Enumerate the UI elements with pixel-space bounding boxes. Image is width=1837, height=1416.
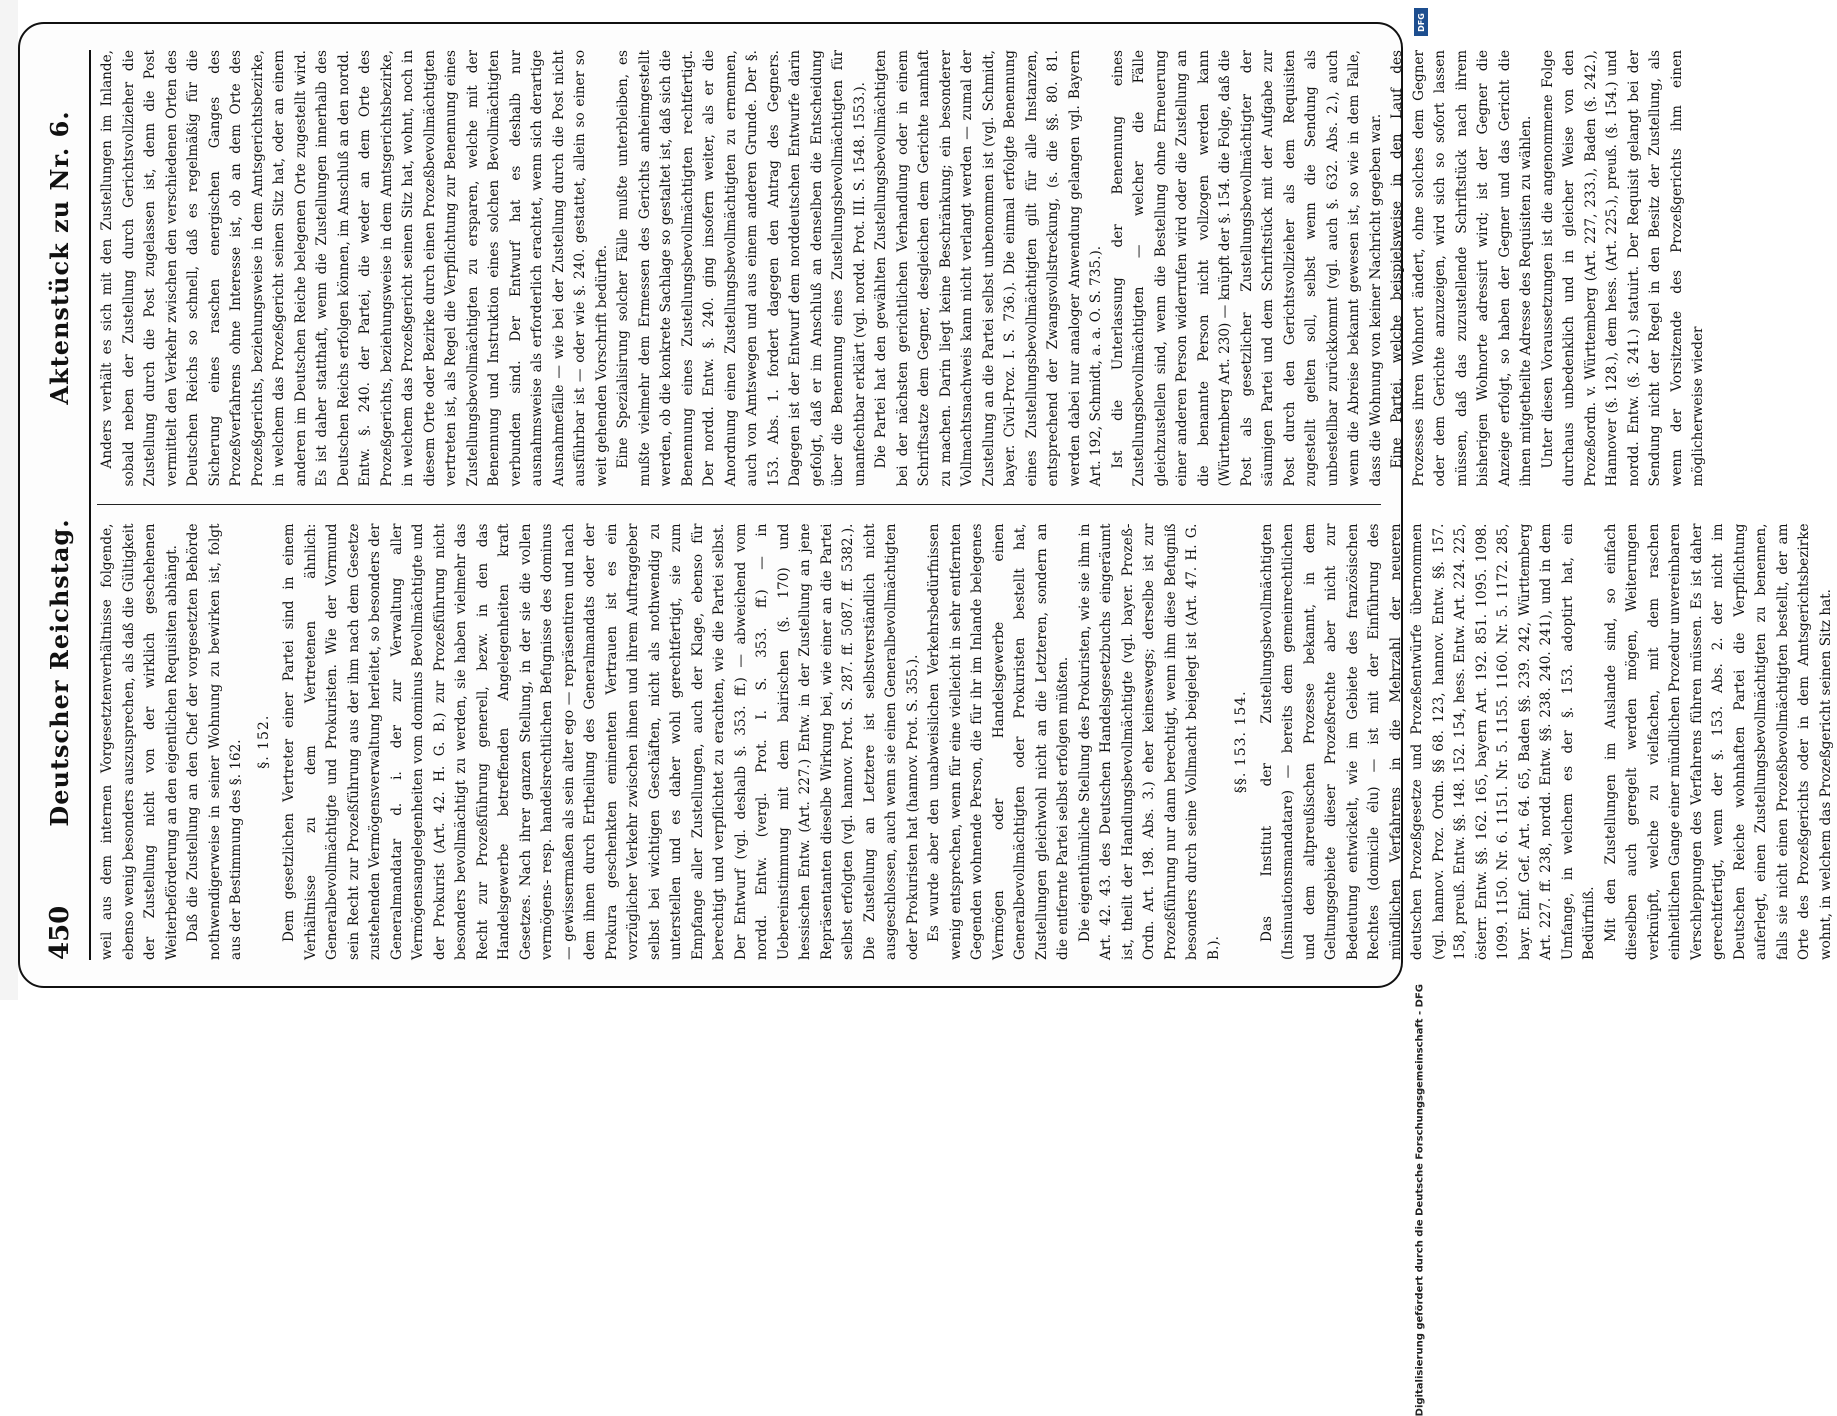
paragraph: Die Partei hat den gewählten Zustellungsbevollmächtigten bei der nächsten gerichtlichen Verhandlung oder in einem Schriftsatze dem Gegner, desgleichen dem Gerichte namhaft zu machen. Darin liegt keine Beschränkung; ein besonderer Vollmachtsnachweis kann nicht verlangt werden — zumal der Zustellung an die Partei selbst unbenommen ist (vgl. Schmidt, bayer. Civil-Proz. I. S. 736.). Die einmal erfolgte Benennung eines Zustellungsbevollmächtigten gilt für alle Instanzen, entsprechend der Zwangsvollstreckung, (s. die §§. 80. 81. werden dabei nur analoger Anwendung gelangen vgl. Bayern Art. 192, Schmidt, a. a. O. S. 735.). xyxy=(872,50,1104,487)
paragraph: Anders verhält es sich mit den Zustellungen im Inlande, sobald neben der Zustellung durch Gerichtsvollzieher die Zustellung durch die Post zugelassen ist, denn die Post vermittelt den Verkehr zwischen den verschiedenen Orten des Deutschen Reichs so schnell, daß es regelmäßig für die Sicherung eines raschen energischen Ganges des Prozeßverfahrens ohne Interesse ist, ob an dem Orte des Prozeßgerichts, beziehungsweise in dem Amtsgerichtsbezirke, in welchem das Prozeßgericht seinen Sitz hat, oder an einem anderen im Deutschen Reiche belegenen Orte zugestellt wird. Es ist daher statthaft, wenn die Zustellungen innerhalb des Deutschen Reichs erfolgen können, im Anschluß an den nordd. Entw. §. 240. der Partei, die weder an dem Orte des Prozeßgerichts, beziehungsweise in dem Amtsgerichtsbezirke, in welchem das Prozeßgericht seinen Sitz hat, wohnt, noch in diesem Orte oder Bezirke durch einen Prozeßbevollmächtigten vertreten ist, als Regel die Verpflichtung zur Benennung eines Zustellungsbevollmächtigten zu ersparen, welche mit der Benennung und Instruktion eines solchen Bevollmächtigten verbunden sind. Der Entwurf hat es deshalb nur ausnahmsweise als erforderlich erachtet, wenn sich derartige Ausnahmefälle — wie bei der Zustellung durch die Post nicht ausführbar ist — oder wie §. 240. gestattet, allein so einer so weit gehenden Vorschrift bedürfte. xyxy=(98,50,609,487)
dfg-logo-text: DFG xyxy=(1416,12,1426,32)
paragraph: Eine Partei, welche beispielsweise in den Lauf des Prozesses ihren Wohnort ändert, ohne solches dem Gegner oder dem Gerichte anzuzeigen, wird sich so sofort lassen müssen, daß das zuzustellende Schriftstück nach ihrem bisherigen Wohnorte adressirt wird; ist der Gegner die Anzeige erfolgt, so haben der Gegner und das Gericht die ihnen mitgetheilte Adresse des Requisiten zu wählen. xyxy=(1388,50,1534,487)
paragraph: Mit den Zustellungen im Auslande sind, so einfach dieselben auch geregelt werden mögen, Weiterungen verknüpft, welche zu vielfachen, mit dem raschen einheitlichen Gange einer mündlichen Prozedur unvereinbaren Verschleppungen des Verfahrens führen müssen. Es ist daher gerechtfertigt, wenn der §. 153. Abs. 2. der nicht im Deutschen Reiche wohnhaften Partei die Verpflichtung auferlegt, einen Zustellungsbevollmächtigten zu benennen, falls sie nicht einen Prozeßbevollmächtigten bestellt, der am Orte des Prozeßgerichts oder in dem Amtsgerichtsbezirke wohnt, in welchem das Prozeßgericht seinen Sitz hat. xyxy=(1602,523,1833,960)
page-header xyxy=(45,50,85,960)
paragraph: Eine Spezialisirung solcher Fälle mußte unterbleiben, es mußte vielmehr dem Ermessen des Gerichts anheimgestellt werden, ob die konkrete Sachlage so gestaltet ist, daß sich die Benennung eines Zustellungsbevollmächtigten rechtfertigt. Der nordd. Entw. §. 240. ging insofern weiter, als er die Anordnung einen Zustellungsbevollmächtigten zu ernennen, auch von Amtswegen und aus einem anderen Grunde. Der §. 153. Abs. 1. fordert dagegen den Antrag des Gegners. Dagegen ist der Entwurf dem norddeutschen Entwurfe darin gefolgt, daß er im Anschluß an denselben die Entscheidung über die Benennung eines Zustellungsbevollmächtigten für unanfechtbar erklärt (vgl. nordd. Prot. III. S. 1548. 1553.). xyxy=(614,50,867,487)
paragraph: Die eigenthümliche Stellung des Prokuristen, wie sie ihm in Art. 42. 43. des Deutschen Handelsgesetzbuchs eingeräumt ist, theilt der Handlungsbevollmächtigte (vgl. bayer. Prozeß-Ordn. Art. 198. Abs. 3.) eher keineswegs; derselbe ist zur Prozeßführung nur dann berechtigt, wenn ihm diese Befugniß besonders durch seine Vollmacht beigelegt ist (Art. 47. H. G. B.). xyxy=(1076,523,1221,960)
header-rule xyxy=(89,50,91,960)
column-divider xyxy=(97,505,1381,506)
section-heading: §§. 153. 154. xyxy=(1232,690,1249,794)
paragraph: Daß die Zustellung an den Chef der vorgesetzten Behörde nothwendigerweise in seiner Wohnung zu bewirken ist, folgt aus der Bestimmung des §. 162. xyxy=(184,523,244,960)
text-columns xyxy=(97,50,1833,960)
document-page xyxy=(31,40,1833,970)
scan-edge xyxy=(0,0,18,1000)
right-column xyxy=(97,50,1706,487)
section-heading: §. 152. xyxy=(255,714,271,769)
left-column xyxy=(97,523,1833,961)
dfg-logo xyxy=(1414,8,1428,36)
digitization-credit xyxy=(1410,8,1428,1416)
paragraph: Ist die Unterlassung der Benennung eines Zustellungsbevollmächtigten — welcher die Fälle gleichzustellen sind, wenn die Bestellung ohne Erneuerung einer anderen Person widerrufen wird oder die Zustellung an die benannte Person nicht vollzogen werden kann (Württemberg Art. 230) — knüpft der §. 154. die Folge, daß die Post als gesetzlicher Zustellungsbevollmächtigter der säumigen Partei und dem Schriftstück mit der Aufgabe zur Post durch den Gerichtsvollzieher als dem Requisiten zugestellt gelten soll, selbst wenn die Sendung als unbestellbar zurückkommt (vgl. auch §. 632. Abs. 2.), auch wenn die Abreise bekannt gewesen ist, so wie in dem Falle, dass die Wohnung von keiner Nachricht gegeben war. xyxy=(1109,50,1383,487)
running-title-right: Aktenstück zu Nr. 6. xyxy=(44,110,74,405)
paragraph: weil aus dem internen Vorgesetztenverhältnisse folgende, ebenso wenig besonders auszusprechen, als daß die Gültigkeit der Zustellung nicht von der wirklich geschehenen Weiterbeförderung an den eigentlichen Requisiten abhängt. xyxy=(98,523,179,960)
running-title-left: Deutscher Reichstag. xyxy=(44,518,74,827)
paragraph: Dem gesetzlichen Vertreter einer Partei sind in einem Verhältnisse zu dem Vertretenen ähnlich: Generalbevollmächtigte und Prokuristen. Wie der Vormund sein Recht zur Prozeßführung aus der ihm nach dem Gesetze zustehenden Vermögensverwaltung herleitet, so besonders der Generalmandatar d. i. der zur Verwaltung aller Vermögensangelegenheiten vom dominus Bevollmächtigte und der Prokurist (Art. 42. H. G. B.) zur Prozeßführung nicht besonders bevollmächtigt zu werden, sie haben vielmehr das Recht zur Prozeßführung generell, bezw. in den das Handelsgewerbe betreffenden Angelegenheiten kraft Gesetzes. Nach ihrer ganzen Stellung, in der sie die vollen vermögens- resp. handelsrechtlichen Befugnisse des dominus — gewissermaßen als sein alter ego — repräsentiren und nach dem ihnen durch Ertheilung des Generalmandats oder der Prokura geschenkten eminenten Vertrauen ist es ein vorzüglicher Verkehr zwischen ihnen und ihrem Auftraggeber selbst bei wichtigen Geschäften, nicht als nothwendig zu unterstellen und es daher wohl gerechtfertigt, sie zum Empfange aller Zustellungen, auch der Klage, ebenso für berechtigt und verpflichtet zu erachten, wie die Partei selbst. Der Entwurf (vgl. deshalb §. 353. ff.) — abweichend vom nordd. Entw. (vergl. Prot. I. S. 353. ff.) — in Uebereinstimmung mit dem bairischen (§. 170) und hessischen Entw. (Art. 227.) Entw. in der Zustellung an jene Repräsentanten dieselbe Wirkung bei, wie einer an die Partei selbst erfolgten (vgl. hannov. Prot. S. 287. ff. 5087. ff. 5382.). Die Zustellung an Letztere ist selbstverständlich nicht ausgeschlossen, auch wenn sie einen Generalbevollmächtigten oder Prokuristen hat (hannov. Prot. S. 355.). xyxy=(280,523,920,960)
page-number: 450 xyxy=(44,905,75,960)
digitization-credit-text: Digitalisierung gefördert durch die Deutsche Forschungsgemeinschaft - DFG xyxy=(1414,984,1425,1416)
paragraph: Unter diesen Voraussetzungen ist die angenommene Folge durchaus unbedenklich und in gleicher Weise von den Prozeßordn. v. Württemberg (Art. 227, 233.), Baden (§. 242.), Hannover (§. 128.), dem hess. (Art. 225.), preuß. (§. 154.) und nordd. Entw. (§. 241.) statuirt. Der Requisit gelangt bei der Sendung nicht der Regel in den Besitz der Zustellung, als wenn der Vorsitzende des Prozeßgerichts ihm einen möglicherweise wieder xyxy=(1539,50,1706,487)
paragraph: Das Institut der Zustellungsbevollmächtigten (Insinuationsmandatare) — bereits dem gemeinrechtlichen und dem altpreußischen Prozesse bekannt, in dem Geltungsgebiete dieser Prozeßrechte aber nicht zur Bedeutung entwickelt, wie im Gebiete des französischen Rechtes (domicile élu) — ist mit der Einführung des mündlichen Verfahrens in die Mehrzahl der neueren deutschen Prozeßgesetze und Prozeßentwürfe übernommen (vgl. hannov. Proz. Ordn. §§ 68. 123, hannov. Entw. §§. 157. 158, preuß. Entw. §§. 148. 152. 154, hess. Entw. Art. 224. 225, österr. Entw. §§. 162. 165, bayern Art. 192. 851. 1095. 1098. 1099. 1150. Nr. 6. 1151. Nr. 5. 1155. 1160. Nr. 5. 1172. 285, bayr. Einf. Gef. Art. 64. 65, Baden §§. 239. 242, Württemberg Art. 227. ff. 238, nordd. Entw. §§. 238. 240. 241), und in dem Umfange, in welchem es der §. 153. adoptirt hat, ein Bedürfniß. xyxy=(1258,523,1597,960)
paragraph: Es wurde aber den unabweislichen Verkehrsbedürfnissen wenig entsprechen, wenn für eine vielleicht in sehr entfernten Gegenden wohnende Person, die für ihr im Inlande belegenes Vermögen oder Handelsgewerbe einen Generalbevollmächtigten oder Prokuristen bestellt hat, Zustellungen gleichwohl nicht an die Letzteren, sondern an die entfernte Partei selbst erfolgen müßten. xyxy=(925,523,1071,960)
